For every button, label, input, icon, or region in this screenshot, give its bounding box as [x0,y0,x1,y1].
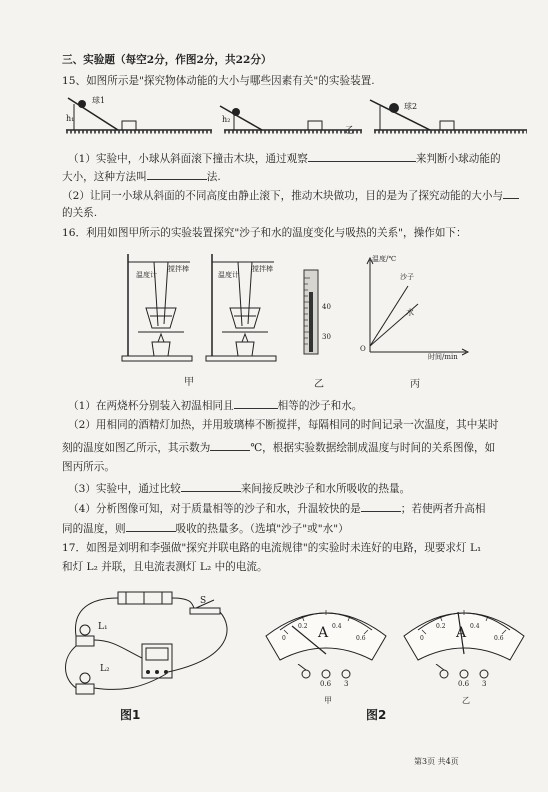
q15-ramp-figures [62,90,532,140]
q16-p2-end: 图丙所示。 [62,461,115,473]
sand-line [370,286,408,346]
label-S: S [200,596,207,606]
graph-y-label: 温度/℃ [372,255,397,263]
label-L2: L₂ [100,664,110,674]
graph-origin: O [360,345,366,353]
ramp-figure-jia-1 [66,98,212,132]
term-yi-0-6: 0.6 [458,680,470,688]
label-h2: h₂ [222,115,231,124]
q16-p3: （3）实验中，通过比较 来间接反映沙子和水所吸收的热量。 [68,483,411,495]
ball-icon [78,100,86,108]
caption-yi: 乙 [314,379,324,390]
q17-figure-1-circuit [62,588,242,698]
q17-stem-a: 17．如图是刘明和李强做"探究并联电路的电流规律"的实验时未连好的电路，现要求灯 L₁ [62,542,482,554]
blank-7[interactable] [361,501,401,512]
q16-p4: （4）分析图像可知，对于质量相等的沙子和水，升温较快的是 ；若使两者升高相 [68,503,486,515]
q16-p2-cont: 刻的温度如图乙所示，其示数为 ℃，根据实验数据绘制成温度与时间的关系图像，如 [62,442,496,454]
scale-0-6: 0.6 [356,635,366,642]
graph-water-label: 水 [406,308,414,317]
q15-p1-cont: 大小，这种方法叫 法. [62,171,221,183]
q16-stem: 16．利用如图甲所示的实验装置探究"沙子和水的温度变化与吸热的关系"，操作如下： [62,227,467,239]
q16-figure-bing-graph [360,256,470,356]
ramp-figure-2 [220,106,362,132]
label-yi: 乙 [345,126,355,136]
ammeter-yi-A: A [456,625,467,641]
scale-0-4: 0.4 [332,623,342,630]
label-stirrer-2: 搅拌棒 [252,265,273,273]
blank-2[interactable] [147,169,207,180]
ball-icon [389,103,399,113]
caption-jia: 甲 [184,377,194,388]
blank-3[interactable] [503,188,519,199]
blank-6[interactable] [181,481,241,492]
ramp-figure-yi [370,100,527,132]
caption-fig2: 图2 [366,708,387,722]
q15-p2-cont: 的关系. [62,207,98,219]
q15-stem: 15、如图所示是"探究物体动能的大小与哪些因素有关"的实验装置. [62,75,375,87]
scale-yi-0-6: 0.6 [494,635,504,642]
term-0-6: 0.6 [320,680,332,688]
ammeter-jia-A: A [318,625,329,641]
blank-8[interactable] [126,521,176,532]
scale-yi-0: 0 [420,635,424,642]
scale-yi-0-4: 0.4 [470,623,480,630]
label-h1: h₁ [66,114,75,123]
graph-x-label: 时间/min [428,353,458,361]
graph-sand-label: 沙子 [400,273,414,281]
q16-p4-cont: 同的温度，则 吸收的热量多。（选填"沙子"或"水"） [62,523,349,535]
label-stirrer-1: 搅拌棒 [168,265,189,273]
label-thermometer-1: 温度计 [136,271,157,279]
label-40: 40 [322,303,331,311]
q15-p1: （1）实验中，小球从斜面滚下撞击木块，通过观察 来判断小球动能的 [68,153,501,165]
meter-yi-label: 乙 [462,696,470,705]
q16-p2: （2）用相同的酒精灯加热，并用玻璃棒不断搅拌，每隔相同的时间记录一次温度，其中某时 [68,419,499,431]
caption-bing: 丙 [410,379,420,390]
section-header: 三、实验题（每空2分，作图2分，共22分） [62,54,272,66]
q15-p2: （2）让同一小球从斜面的不同高度由静止滚下，推动木块做功，目的是为了探究动能的大小与 [62,188,519,203]
blank-5[interactable] [210,440,250,451]
ball-icon [232,108,240,116]
scale-yi-0-2: 0.2 [436,623,446,630]
caption-fig1: 图1 [120,708,141,722]
term-3: 3 [344,680,349,688]
label-L1: L₁ [98,622,108,632]
scale-0: 0 [282,635,286,642]
label-30: 30 [322,333,331,341]
blank-1[interactable] [308,151,416,162]
q16-p1: （1）在两烧杯分别装入初温相同且 相等的沙子和水。 [68,400,363,412]
page-number: 第3页 共4页 [414,757,459,766]
label-thermometer-2: 温度计 [218,271,239,279]
label-ball2: 球2 [404,102,418,111]
term-yi-3: 3 [482,680,487,688]
blank-4[interactable] [234,398,278,409]
scale-0-2: 0.2 [298,623,308,630]
meter-jia-label: 甲 [324,696,332,705]
label-ball1: 球1 [92,96,106,105]
q17-stem-b: 和灯 L₂ 并联，且电流表测灯 L₂ 中的电流。 [62,561,268,573]
